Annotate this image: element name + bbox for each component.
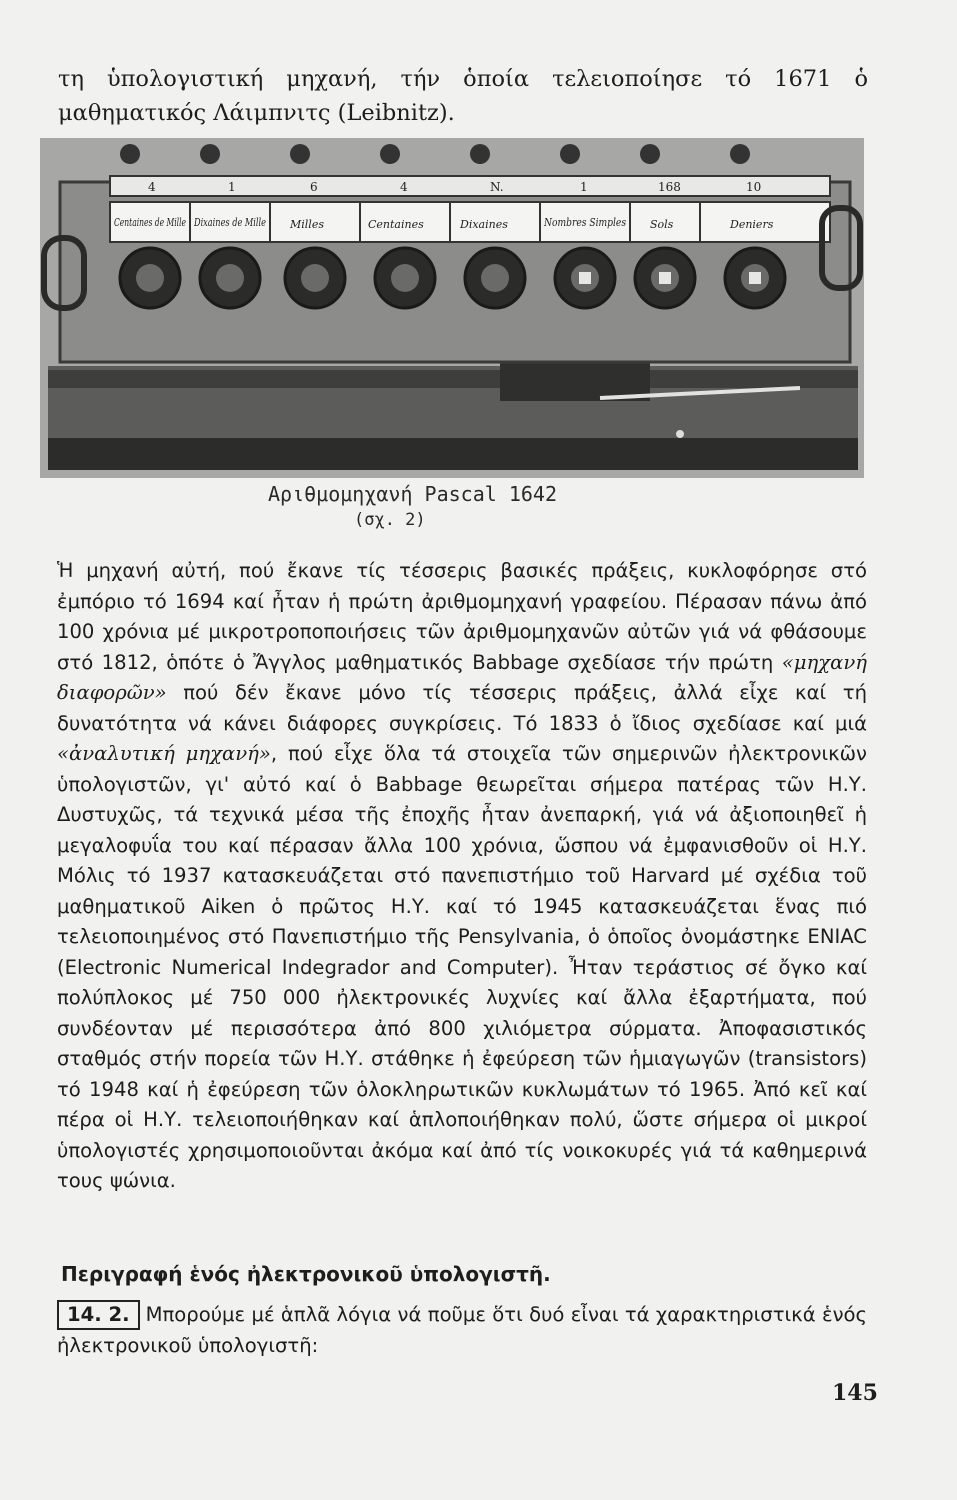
label-dixaines-de-mille: Dixaines de Mille bbox=[193, 216, 267, 229]
history-paragraph bbox=[57, 556, 867, 1197]
history-text-part-1: Ἡ μηχανή αὐτή, πού ἔκανε τίς τέσσερις βασικές πράξεις, κυκλοφόρησε στό ἐμπόριο τό 1694 καί ἦταν ἡ πρώτη ἀριθμομηχανή γραφείου. Πέρασαν πάνω ἀπό 100 χρόνια μέ μικροτροποποιήσεις τῶν ἀριθμομηχανῶν αὐτῶν γιά νά φθάσουμε στό 1812, ὁπότε ὁ Ἄγγλος μαθηματικός Babbage σχεδίασε τήν πρώτη bbox=[57, 559, 867, 674]
digit-window-4: 4 bbox=[400, 180, 408, 194]
digit-window-8: 10 bbox=[746, 180, 762, 194]
history-text-part-2: πού δέν ἔκανε μόνο τίς τέσσερις πράξεις, ἀλλά εἶχε καί τή δυνατότητα νά κάνει διάφορες συγκρίσεις. Τό 1833 ὁ ἴδιος σχεδίασε καί μιά bbox=[57, 681, 867, 735]
difference-engine-term: «μηχανή διαφορῶν» bbox=[57, 650, 867, 704]
section-paragraph bbox=[57, 1300, 867, 1361]
label-centaines: Centaines bbox=[368, 218, 424, 231]
label-sols: Sols bbox=[650, 218, 674, 231]
caption-title: Αριθμομηχανή Pascal 1642 bbox=[268, 482, 557, 506]
analytical-engine-term: «ἀναλυτική μηχανή» bbox=[57, 742, 271, 765]
figure-caption bbox=[268, 480, 668, 532]
section-heading: Περιγραφή ἑνός ἠλεκτρονικοῦ ὑπολογιστῆ. bbox=[61, 1262, 551, 1286]
section-number: 14. 2. bbox=[57, 1300, 140, 1330]
page-number: 145 bbox=[832, 1380, 878, 1406]
digit-window-5: N. bbox=[490, 180, 504, 194]
label-nombres-simples: Nombres Simples bbox=[543, 216, 627, 229]
digit-window-2: 1 bbox=[228, 180, 236, 194]
section-text: Μπορούμε μέ ἁπλᾶ λόγια νά ποῦμε ὅτι δυό εἶναι τά χαρακτηριστικά ἑνός ἠλεκτρονικοῦ ὑπολογιστῆ: bbox=[57, 1303, 867, 1357]
digit-window-7: 168 bbox=[658, 180, 681, 194]
caption-figure-ref: (σχ. 2) bbox=[354, 510, 426, 530]
history-text-part-3: , πού εἶχε ὅλα τά στοιχεῖα τῶν σημερινῶν ἠλεκτρονικῶν ὑπολογιστῶν, γι' αὐτό καί ὁ Babbage θεωρεῖται σήμερα πατέρας τῶν Η.Υ. Δυστυχῶς, τά τεχνικά μέσα τῆς ἐποχῆς ἦταν ἀνεπαρκή, γιά νά ἀξιοποιηθεῖ ἡ μεγαλοφυΐα του καί πέρασαν ἄλλα 100 χρόνια, ὥσπου νά ἐμφανισθοῦν οἱ Η.Υ. Μόλις τό 1937 κατασκευάζεται στό πανεπιστήμιο τοῦ Harvard μέ σχέδια τοῦ μαθηματικοῦ Aiken ὁ πρῶτος Η.Υ. καί τό 1945 κατασκευάζεται ἕνας πιό τελειοποιημένος στό Πανεπιστήμιο τῆς Pensylvania, ὁ ὁποῖος ὀνομάστηκε ENIAC (Electronic Numerical Indegrador and Computer). Ἦταν τεράστιος σέ ὄγκο καί πολύπλοκος μέ 750 000 ἠλεκτρονικές λυχνίες καί ἄλλα ἐξαρτήματα, πού συνδέονταν μέ περισσότερα ἀπό 800 χιλιόμετρα σύρματα. Ἀποφασιστικός σταθμός στήν πορεία τῶν Η.Υ. στάθηκε ἡ ἐφεύρεση τῶν ἡμιαγωγῶν (transistors) τό 1948 καί ἡ ἐφεύρεση τῶν ὁλοκληρωτικῶν κυκλωμάτων τό 1965. Ἀπό κεῖ καί πέρα οἱ Η.Υ. τελειοποιήθηκαν καί ἁπλοποιήθηκαν πολύ, ὥστε σήμερα οἱ μικροί ὑπολογιστές χρησιμοποιοῦνται ἀκόμα καί ἀπό τίς νοικοκυρές γιά τά καθημερινά τους ψώνια. bbox=[57, 742, 867, 1192]
intro-paragraph: τη ὑπολογιστική μηχανή, τήν ὁποία τελειοποίησε τό 1671 ὁ μαθηματικός Λάιμπνιτς (Leibnitz). bbox=[58, 66, 868, 126]
label-dixaines: Dixaines bbox=[460, 218, 508, 231]
digit-window-3: 6 bbox=[310, 180, 318, 194]
pascal-calculator-photo bbox=[40, 138, 864, 478]
label-milles: Milles bbox=[290, 218, 324, 231]
digit-window-1: 4 bbox=[148, 180, 156, 194]
pascal-calculator-illustration bbox=[40, 138, 864, 478]
digit-window-6: 1 bbox=[580, 180, 588, 194]
label-deniers: Deniers bbox=[730, 218, 774, 231]
label-centaines-de-mille: Centaines de Mille bbox=[114, 216, 187, 229]
